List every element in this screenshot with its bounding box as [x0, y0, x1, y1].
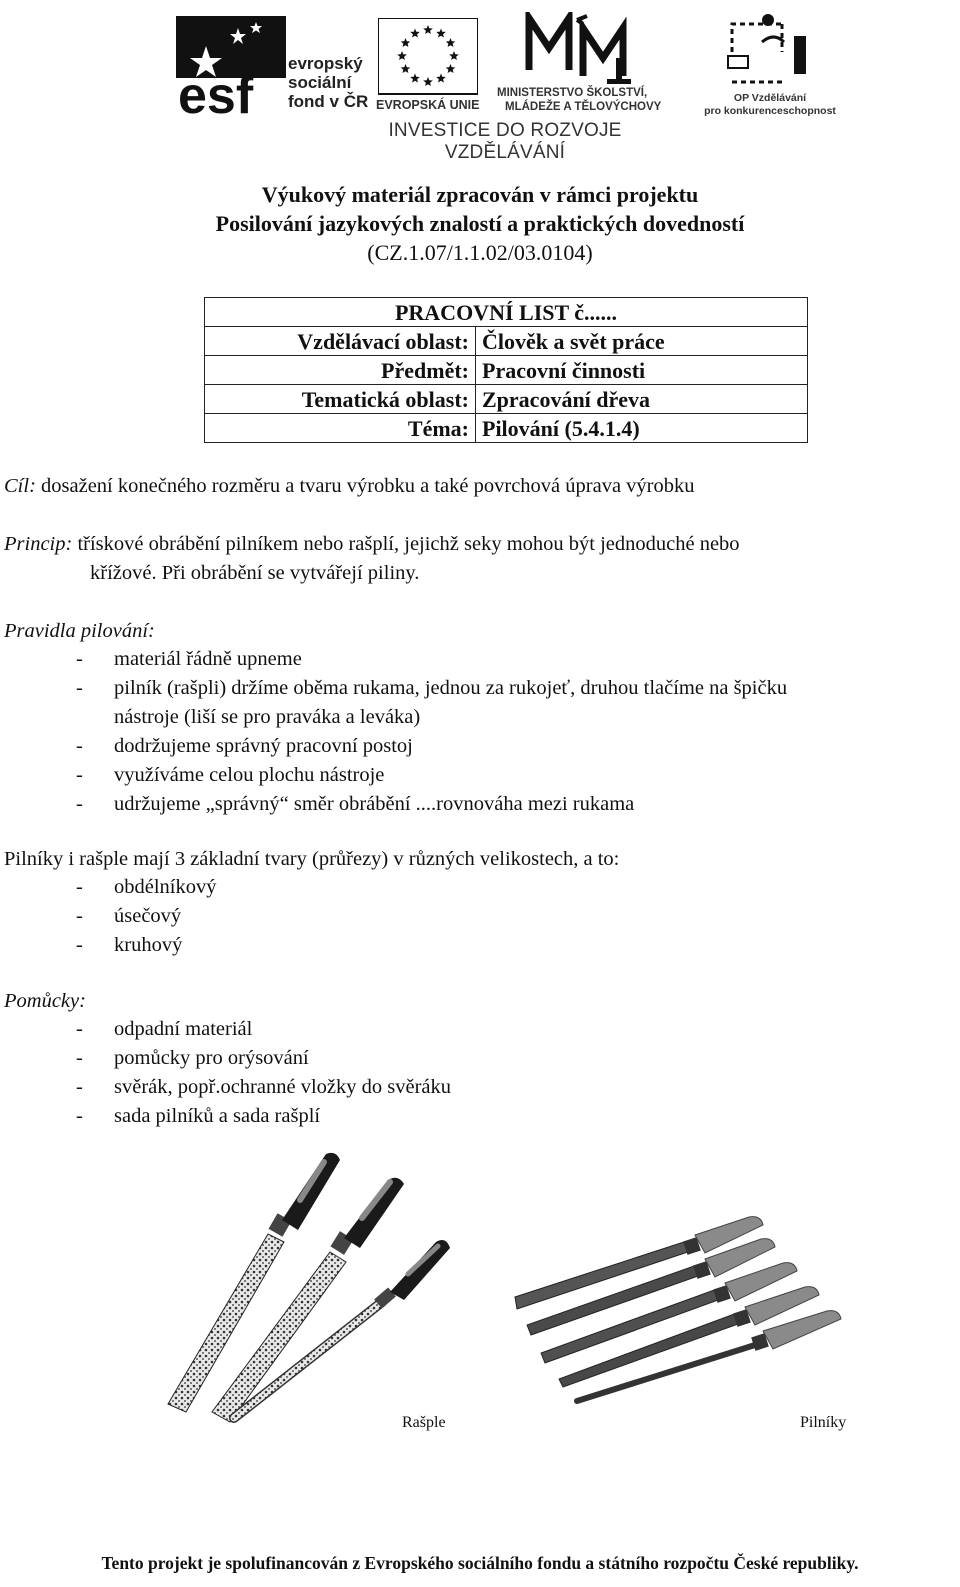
eu-logo	[364, 14, 494, 114]
list-item: - pilník (rašpli) držíme oběma rukama, jednou za rukojeť, druhou tlačíme na špičku	[0, 674, 960, 703]
principle-paragraph	[4, 530, 740, 559]
rule-text: materiál řádně upneme	[114, 648, 302, 670]
shapes-intro: Pilníky i rašple mají 3 základní tvary (průřezy) v různých velikostech, a to:	[4, 848, 620, 870]
op-line-1: OP Vzdělávání	[733, 92, 807, 104]
eu-caption: EVROPSKÁ UNIE	[376, 98, 480, 112]
msmt-line-2: MLÁDEŽE A TĚLOVÝCHOVY	[505, 101, 662, 113]
table-row	[205, 414, 808, 443]
project-code: (CZ.1.07/1.1.02/03.0104)	[367, 240, 593, 265]
table-row	[205, 385, 808, 414]
list-item	[0, 703, 960, 732]
row-label: Vzdělávací oblast:	[205, 327, 476, 356]
msmt-logo	[495, 12, 665, 116]
tools-list	[0, 1015, 960, 1131]
rules-heading: Pravidla pilování:	[4, 620, 155, 642]
rule-text: dodržujeme správný pracovní postoj	[114, 735, 413, 757]
row-value: Pilování (5.4.1.4)	[476, 414, 808, 443]
rule-text: pilník (rašpli) držíme oběma rukama, jednou za rukojeť, druhou tlačíme na špičku	[114, 677, 788, 699]
goal-paragraph	[4, 472, 695, 501]
rasps-caption: Rašple	[402, 1414, 446, 1431]
row-value: Pracovní činnosti	[476, 356, 808, 385]
list-item: - sada pilníků a sada rašplí	[0, 1102, 960, 1131]
tool-text: odpadní materiál	[114, 1018, 253, 1040]
list-item: - kruhový	[0, 931, 960, 960]
shape-text: kruhový	[114, 934, 183, 956]
list-item: - udržujeme „správný“ směr obrábění ....rovnováha mezi rukama	[0, 790, 960, 819]
row-value: Zpracování dřeva	[476, 385, 808, 414]
shape-text: úsečový	[114, 905, 182, 927]
esf-line-3: fond v ČR	[288, 92, 369, 111]
files-image	[505, 1195, 865, 1415]
eu-flag-icon	[378, 18, 478, 96]
op-line-2: pro konkurenceschopnost	[704, 105, 836, 117]
list-item: - dodržujeme správný pracovní postoj	[0, 732, 960, 761]
rules-list	[0, 645, 960, 819]
investice-tagline: INVESTICE DO ROZVOJE VZDĚLÁVÁNÍ	[388, 120, 622, 163]
msmt-line-1: MINISTERSTVO ŠKOLSTVÍ,	[497, 87, 648, 99]
principle-label: Princip:	[4, 533, 73, 555]
rasps-image	[150, 1150, 470, 1430]
rule-text: využíváme celou plochu nástroje	[114, 764, 385, 786]
project-title-line-2: Posilování jazykových znalostí a praktických dovedností	[215, 211, 745, 236]
table-row	[205, 356, 808, 385]
tools-heading: Pomůcky:	[4, 990, 86, 1012]
list-item: - využíváme celou plochu nástroje	[0, 761, 960, 790]
rule-text: nástroje (liší se pro praváka a leváka)	[114, 706, 421, 728]
list-item: - úsečový	[0, 902, 960, 931]
shape-text: obdélníkový	[114, 876, 217, 898]
op-mark-icon	[722, 12, 812, 88]
principle-text-1: třískové obrábění pilníkem nebo rašplí, jejichž seky mohou být jednoduché nebo	[72, 533, 740, 555]
esf-line-1: evropský	[288, 54, 363, 73]
goal-text: dosažení konečného rozměru a tvaru výrobku a také povrchová úprava výrobku	[35, 475, 695, 497]
row-label: Tematická oblast:	[205, 385, 476, 414]
worksheet-header: PRACOVNÍ LIST č......	[205, 298, 808, 327]
table-row	[205, 298, 808, 327]
row-label: Předmět:	[205, 356, 476, 385]
goal-label: Cíl:	[4, 475, 36, 497]
list-item: - odpadní materiál	[0, 1015, 960, 1044]
logo-banner	[160, 8, 850, 163]
list-item: - materiál řádně upneme	[0, 645, 960, 674]
tool-text: sada pilníků a sada rašplí	[114, 1105, 321, 1127]
list-item: - pomůcky pro orýsování	[0, 1044, 960, 1073]
file-set	[515, 1217, 841, 1401]
esf-logo-mark	[176, 16, 296, 116]
op-logo	[700, 12, 840, 116]
table-row	[205, 327, 808, 356]
esf-line-2: sociální	[288, 73, 352, 92]
shapes-list	[0, 873, 960, 960]
project-title-line-1: Výukový materiál zpracován v rámci projektu	[261, 182, 699, 207]
list-item: - obdélníkový	[0, 873, 960, 902]
list-item: - svěrák, popř.ochranné vložky do svěráku	[0, 1073, 960, 1102]
rule-text: udržujeme „správný“ směr obrábění ....rovnováha mezi rukama	[114, 793, 635, 815]
esf-mark-text: esf	[178, 67, 254, 116]
row-value: Člověk a svět práce	[476, 327, 808, 356]
files-caption: Pilníky	[800, 1414, 847, 1431]
tool-text: pomůcky pro orýsování	[114, 1047, 309, 1069]
tool-text: svěrák, popř.ochranné vložky do svěráku	[114, 1076, 451, 1098]
worksheet-info-table	[204, 297, 808, 443]
footer-funding-note: Tento projekt je spolufinancován z Evropského sociálního fondu a státního rozpočtu České republiky.	[101, 1553, 859, 1573]
msmt-mark-icon	[525, 12, 635, 84]
principle-text-2: křížové. Při obrábění se vytvářejí piliny.	[90, 562, 420, 584]
row-label: Téma:	[205, 414, 476, 443]
